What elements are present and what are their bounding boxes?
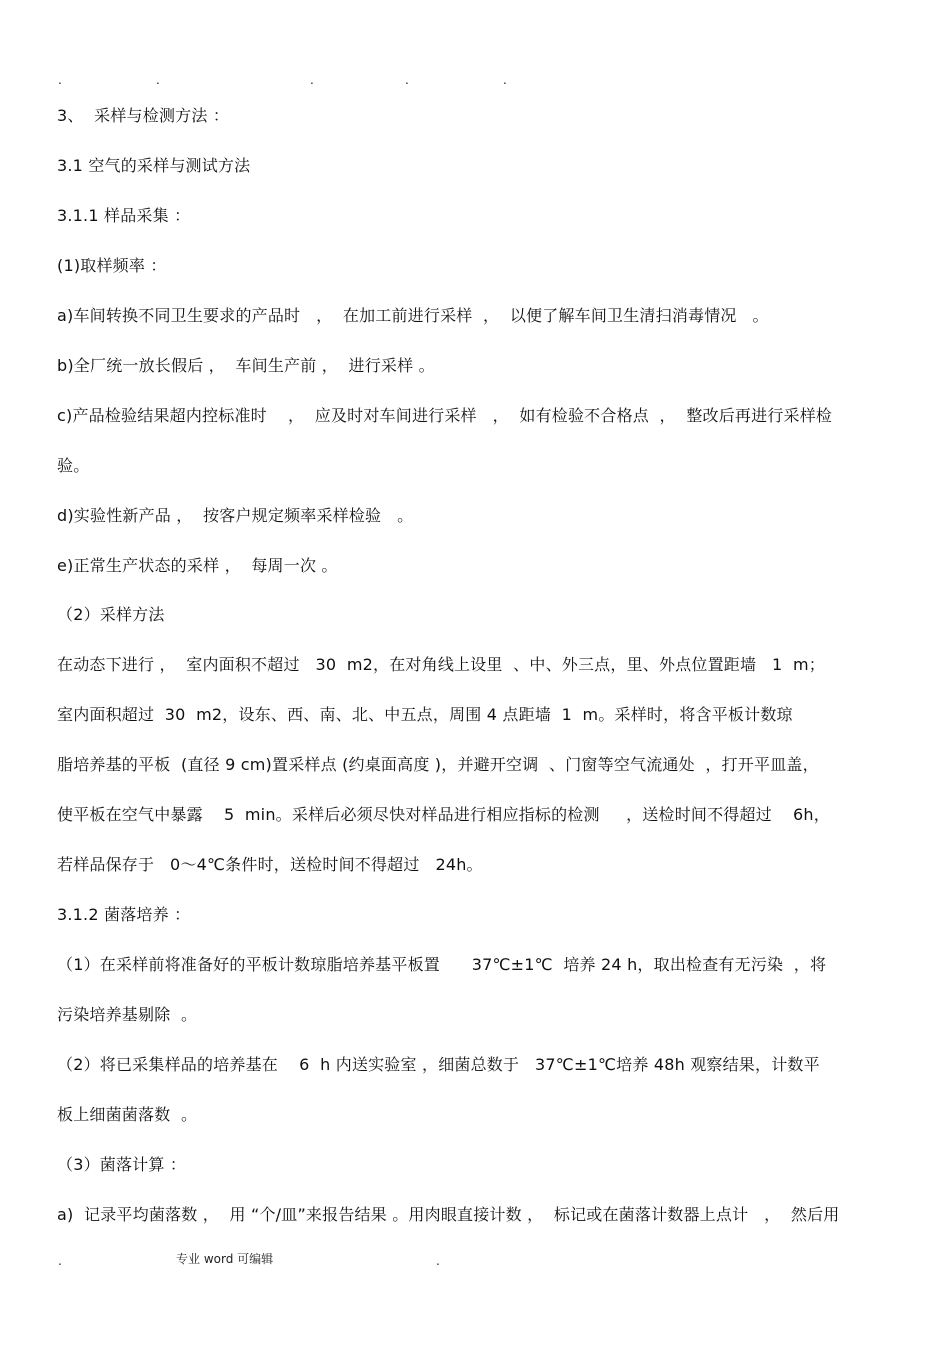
paragraph-line: c)产品检验结果超内控标准时 ， 应及时对车间进行采样 ， 如有检验不合格点 ， 整改后再进行采样检 bbox=[57, 406, 833, 425]
paragraph-line: 板上细菌菌落数 。 bbox=[57, 1105, 198, 1124]
subsection-heading: 3.1.1 样品采集 ： bbox=[57, 206, 191, 225]
paragraph-line: 若样品保存于 0～4℃条件时，送检时间不得超过 24h。 bbox=[57, 855, 483, 874]
item-heading: （3）菌落计算 ： bbox=[57, 1155, 187, 1174]
footer-dot: . bbox=[436, 1254, 440, 1268]
paragraph-line: e)正常生产状态的采样 ， 每周一次 。 bbox=[57, 556, 338, 575]
paragraph-line: 在动态下进行 ， 室内面积不超过 30 m2，在对角线上设里 、中、外三点，里、外点位置距墙 1 m； bbox=[57, 655, 825, 674]
paragraph-line: 脂培养基的平板 (直径 9 cm)置采样点 (约桌面高度 )，并避开空调 、门窗等空气流通处 ，打开平皿盖， bbox=[57, 755, 819, 774]
paragraph-line: a) 记录平均菌落数 ， 用 “个/皿”来报告结果 。用肉眼直接计数 ， 标记或在菌落计数器上点计 ， 然后用 bbox=[57, 1205, 840, 1224]
paragraph-line: （2）将已采集样品的培养基在 6 h 内送实验室 ，细菌总数于 37℃±1℃培养 48h 观察结果，计数平 bbox=[57, 1055, 820, 1074]
header-dot: . bbox=[405, 73, 409, 87]
paragraph-line: （1）在采样前将准备好的平板计数琼脂培养基平板置 37℃±1℃ 培养 24 h，取出检查有无污染 ，将 bbox=[57, 955, 827, 974]
header-dot: . bbox=[503, 73, 507, 87]
paragraph-line: 使平板在空气中暴露 5 min。采样后必须尽快对样品进行相应指标的检测 ，送检时间不得超过 6h， bbox=[57, 805, 830, 824]
paragraph-line: 污染培养基剔除 。 bbox=[57, 1005, 198, 1024]
paragraph-line: d)实验性新产品 ， 按客户规定频率采样检验 。 bbox=[57, 506, 414, 525]
footer-note: 专业 word 可编辑 bbox=[176, 1252, 274, 1266]
item-heading: (1)取样频率 ： bbox=[57, 256, 167, 275]
header-dot: . bbox=[156, 73, 160, 87]
section-heading: 3、 采样与检测方法 ： bbox=[57, 106, 230, 125]
item-heading: （2）采样方法 bbox=[57, 605, 165, 624]
paragraph-line: b)全厂统一放长假后 ， 车间生产前 ， 进行采样 。 bbox=[57, 356, 435, 375]
paragraph-line: 验。 bbox=[57, 456, 90, 475]
header-dot: . bbox=[58, 73, 62, 87]
subsection-heading: 3.1 空气的采样与测试方法 bbox=[57, 156, 251, 175]
footer-dot: . bbox=[58, 1254, 62, 1268]
subsection-heading: 3.1.2 菌落培养 ： bbox=[57, 905, 191, 924]
header-dot: . bbox=[310, 73, 314, 87]
paragraph-line: a)车间转换不同卫生要求的产品时 ， 在加工前进行采样 ， 以便了解车间卫生清扫消毒情况 。 bbox=[57, 306, 769, 325]
paragraph-line: 室内面积超过 30 m2，设东、西、南、北、中五点，周围 4 点距墙 1 m。采样时，将含平板计数琼 bbox=[57, 705, 793, 724]
